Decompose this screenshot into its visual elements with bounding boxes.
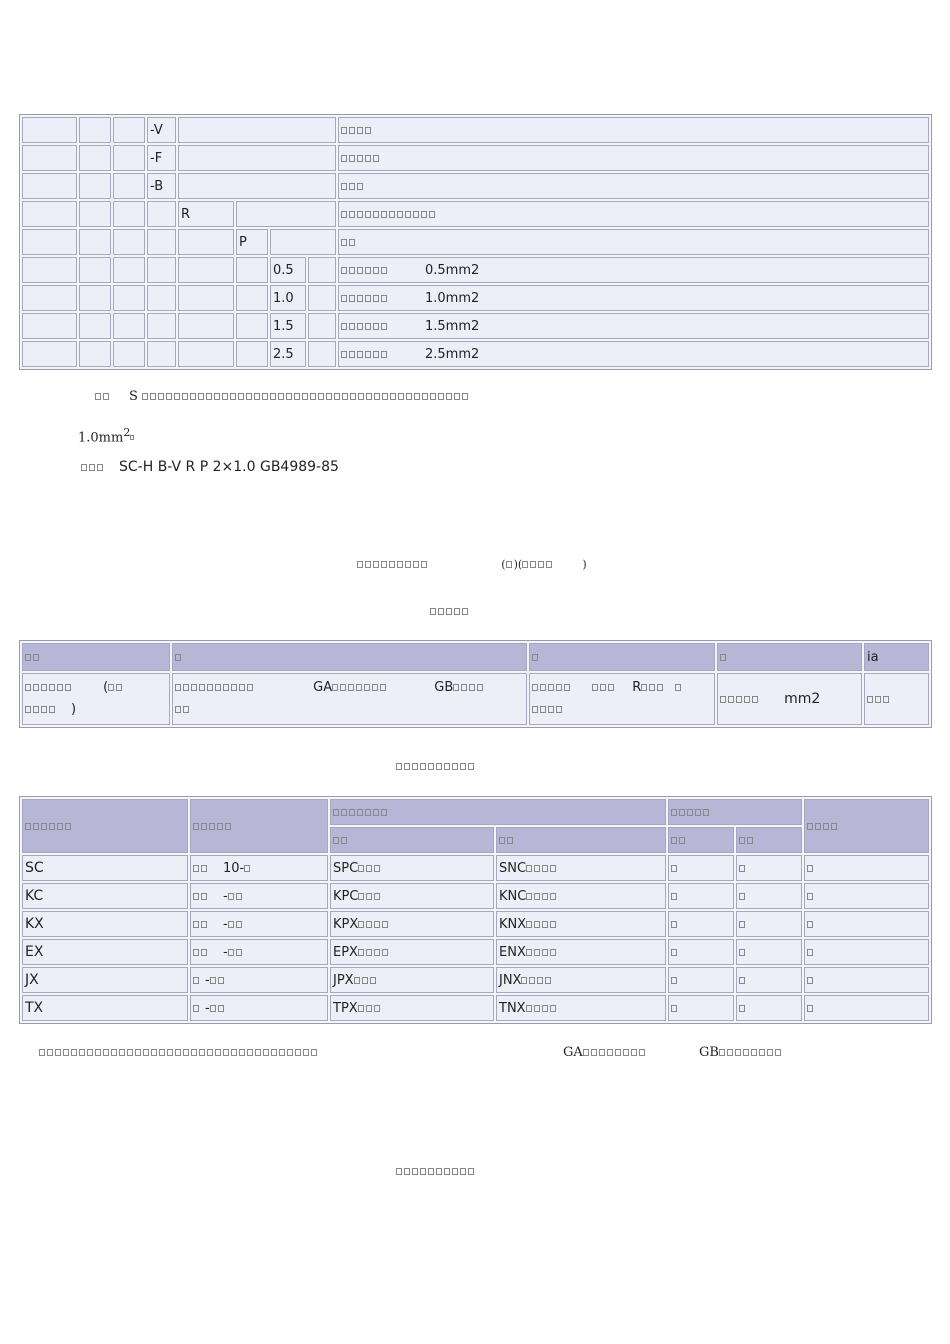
table-row: [22, 229, 929, 255]
size-value: 2.5mm2: [425, 346, 480, 362]
header-ia: ia: [864, 643, 929, 671]
code-cell: 2.5: [270, 341, 306, 367]
footnote-line: [39, 1045, 319, 1060]
type-cell: TX: [22, 995, 188, 1021]
table-row: JX - JPX JNX: [22, 967, 929, 993]
table-1: [19, 114, 932, 370]
section-title-3: [396, 1164, 476, 1179]
type-cell: KX: [22, 911, 188, 937]
table-3: [19, 796, 932, 1024]
code-cell: R: [178, 201, 234, 227]
table-row: [22, 173, 929, 199]
desc-cell: [338, 201, 929, 227]
desc-cell: [338, 117, 929, 143]
size-value: 0.5mm2: [425, 262, 480, 278]
code-cell: -B: [147, 173, 176, 199]
table-row: [22, 285, 929, 311]
desc-cell: [338, 257, 929, 283]
table-row: EX - EPX ENX: [22, 939, 929, 965]
table-header-row: [22, 799, 929, 825]
type-cell: EX: [22, 939, 188, 965]
table-row: ( ) GA GB R mm2: [22, 673, 929, 725]
code-cell: 1.0: [270, 285, 306, 311]
table-row: TX - TPX TNX: [22, 995, 929, 1021]
table-row: [22, 145, 929, 171]
table-header-row: [22, 643, 929, 671]
section-title-2: [396, 759, 476, 774]
size-value: 1.0mm2: [425, 290, 480, 306]
code-cell: 0.5: [270, 257, 306, 283]
code-cell: -V: [147, 117, 176, 143]
table-2: [19, 640, 932, 728]
footnote-gb: GB: [699, 1045, 783, 1060]
table-row: [22, 201, 929, 227]
table-row: [22, 257, 929, 283]
desc-cell: [338, 285, 929, 311]
section-subtitle-1: [430, 604, 470, 619]
table-row: KX - KPX KNX: [22, 911, 929, 937]
note-line-2: $1.0mm^2$: [78, 426, 136, 445]
type-cell: KC: [22, 883, 188, 909]
type-cell: JX: [22, 967, 188, 993]
desc-cell: [338, 229, 929, 255]
table-row: [22, 313, 929, 339]
table-row: KC - KPC KNC: [22, 883, 929, 909]
code-cell: P: [236, 229, 268, 255]
table-row: [22, 341, 929, 367]
note-line-1: S: [95, 389, 470, 404]
size-value: 1.5mm2: [425, 318, 480, 334]
desc-cell: [338, 173, 929, 199]
table-row: SC 10- SPC SNC: [22, 855, 929, 881]
desc-cell: [338, 313, 929, 339]
desc-cell: [338, 341, 929, 367]
section-title-1: ( )( ): [357, 557, 587, 572]
code-cell: 1.5: [270, 313, 306, 339]
footnote-ga: GA: [563, 1045, 647, 1060]
table-row: [22, 117, 929, 143]
desc-cell: [338, 145, 929, 171]
code-cell: -F: [147, 145, 176, 171]
example-line: SC-H B-V R P 2×1.0 GB4989-85: [81, 459, 339, 475]
type-cell: SC: [22, 855, 188, 881]
